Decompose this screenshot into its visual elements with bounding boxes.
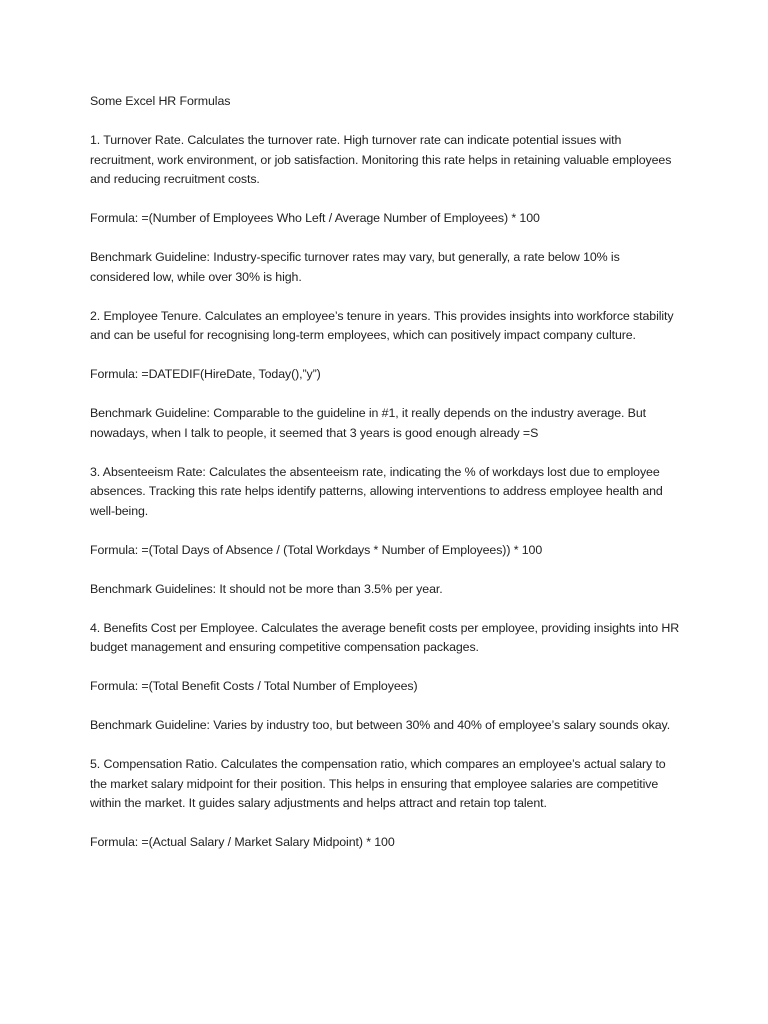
absenteeism-rate-benchmark: Benchmark Guidelines: It should not be more than 3.5% per year.: [90, 581, 443, 596]
turnover-rate-description: 1. Turnover Rate. Calculates the turnover rate. High turnover rate can indicate potential issues with recruitment, work environment, or job satisfaction. Monitoring this rate helps in retaining valuable employees and reducing recruitment costs.: [90, 133, 672, 186]
compensation-ratio-formula: Formula: =(Actual Salary / Market Salary Midpoint) * 100: [90, 835, 395, 849]
benefits-cost-formula: Formula: =(Total Benefit Costs / Total Number of Employees): [90, 679, 418, 693]
absenteeism-rate-formula: Formula: =(Total Days of Absence / (Total Workdays * Number of Employees)) * 100: [90, 542, 543, 557]
absenteeism-rate-description: 3. Absenteeism Rate: Calculates the absenteeism rate, indicating the % of workdays lost due to employee absences. Tracking this rate helps identify patterns, allowing interventions to address employee health and well-being.: [90, 464, 663, 518]
benefits-cost-description: 4. Benefits Cost per Employee. Calculates the average benefit costs per employee, providing insights into HR budget management and ensuring competitive compensation packages.: [90, 620, 680, 654]
employee-tenure-description: 2. Employee Tenure. Calculates an employee’s tenure in years. This provides insights into workforce stability and can be useful for recognising long-term employees, which can positively impact company culture.: [90, 308, 674, 342]
turnover-rate-benchmark: Benchmark Guideline: Industry-specific turnover rates may vary, but generally, a rate below 10% is considered low, while over 30% is high.: [90, 250, 620, 284]
document-title: Some Excel HR Formulas: [90, 94, 231, 108]
employee-tenure-formula: Formula: =DATEDIF(HireDate, Today(),”y”): [90, 367, 321, 381]
compensation-ratio-description: 5. Compensation Ratio. Calculates the compensation ratio, which compares an employee’s actual salary to the market salary midpoint for their position. This helps in ensuring that employee salaries are competitive within the market. It guides salary adjustments and helps attract and retain top talent.: [90, 757, 666, 810]
employee-tenure-benchmark: Benchmark Guideline: Comparable to the guideline in #1, it really depends on the industry average. But nowadays, when I talk to people, it seemed that 3 years is good enough already =S: [90, 406, 646, 440]
turnover-rate-formula: Formula: =(Number of Employees Who Left / Average Number of Employees) * 100: [90, 211, 540, 225]
benefits-cost-benchmark: Benchmark Guideline: Varies by industry too, but between 30% and 40% of employee’s salary sounds okay.: [90, 718, 671, 732]
document-page: [90, 92, 680, 872]
